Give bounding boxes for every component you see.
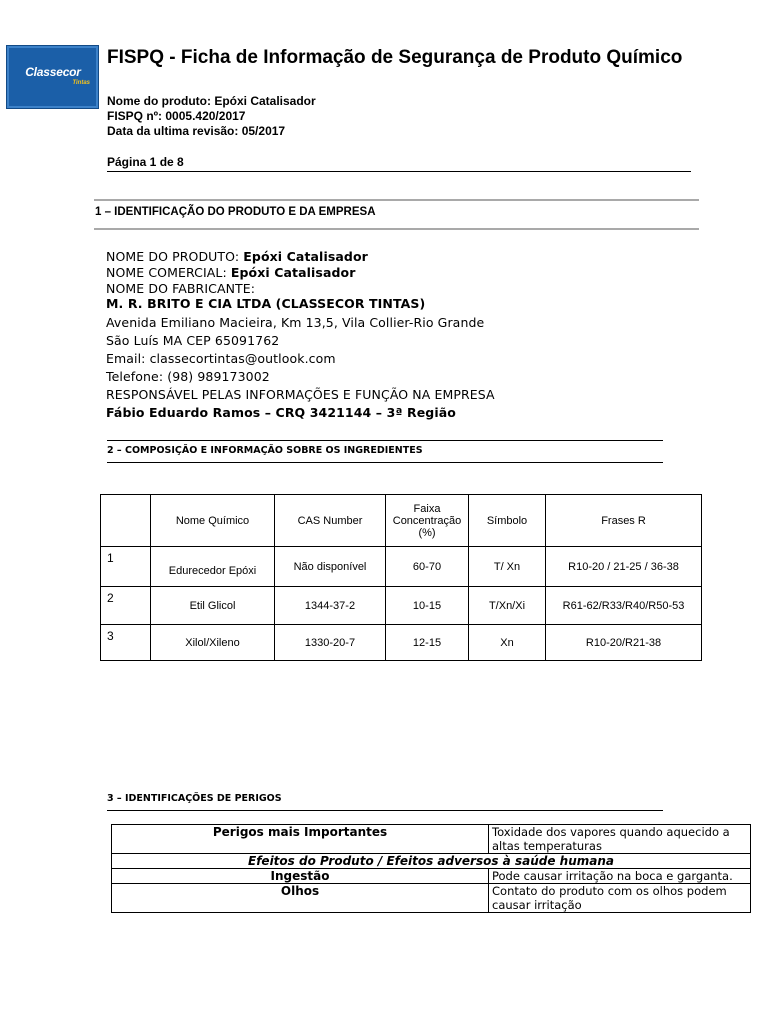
document-title: FISPQ - Ficha de Informação de Segurança de Produto Químico [107, 47, 683, 68]
main-hazards-label: Perigos mais Importantes [112, 825, 489, 854]
section2-title: 2 – COMPOSIÇÃO E INFORMAÇÃO SOBRE OS INGREDIENTES [107, 445, 423, 456]
logo-wordmark: Classecor [25, 65, 81, 79]
section2-top-rule [107, 440, 663, 441]
row-chemical-name: Edurecedor Epóxi [151, 547, 275, 587]
section1-bottom-rule [94, 228, 699, 230]
hazards-table [111, 824, 751, 913]
header-cell-r-phrases: Frases R [546, 495, 702, 547]
section2-bottom-rule [107, 462, 663, 463]
row-cas-number: 1344-37-2 [275, 587, 386, 625]
section1-title: 1 – IDENTIFICAÇÃO DO PRODUTO E DA EMPRESA [95, 206, 376, 218]
row-concentration: 12-15 [386, 625, 469, 661]
product-name-line: Nome do produto: Epóxi Catalisador [107, 94, 316, 108]
product-name-field [106, 249, 368, 264]
header-cell-chemical-name: Nome Químico [151, 495, 275, 547]
eyes-label: Olhos [112, 884, 489, 913]
row-r-phrases: R10-20 / 21-25 / 36-38 [546, 547, 702, 587]
address-line-2: São Luís MA CEP 65091762 [106, 333, 280, 348]
email-line: Email: classecortintas@outlook.com [106, 351, 336, 366]
company-logo [6, 45, 99, 109]
address-line-1: Avenida Emiliano Macieira, Km 13,5, Vila Collier-Rio Grande [106, 315, 485, 330]
header-cell-cas-number: CAS Number [275, 495, 386, 547]
ingestion-value: Pode causar irritação na boca e garganta. [489, 869, 751, 884]
header-cell-symbol: Símbolo [469, 495, 546, 547]
composition-table [100, 494, 702, 661]
row-r-phrases: R10-20/R21-38 [546, 625, 702, 661]
table-row [101, 587, 702, 625]
table-row [101, 547, 702, 587]
table-row [101, 625, 702, 661]
commercial-name-value: Epóxi Catalisador [230, 265, 356, 280]
responsible-label: RESPONSÁVEL PELAS INFORMAÇÕES E FUNÇÃO NA EMPRESA [106, 387, 495, 402]
page-indicator: Página 1 de 8 [107, 155, 184, 169]
logo-subtext: Tintas [72, 80, 90, 86]
header-cell-index [101, 495, 151, 547]
ingestion-label: Ingestão [112, 869, 489, 884]
row-index: 1 [101, 547, 151, 587]
header-cell-concentration: Faixa Concentração (%) [386, 495, 469, 547]
row-r-phrases: R61-62/R33/R40/R50-53 [546, 587, 702, 625]
product-name-label: NOME DO PRODUTO: [106, 249, 244, 264]
header-divider [107, 171, 691, 172]
responsible-person: Fábio Eduardo Ramos – CRQ 3421144 – 3ª Região [106, 405, 456, 420]
hazard-row [112, 854, 751, 869]
fispq-number-line: FISPQ nº: 0005.420/2017 [107, 109, 246, 123]
row-chemical-name: Xilol/Xileno [151, 625, 275, 661]
commercial-name-label: NOME COMERCIAL: [106, 265, 231, 280]
revision-date-line: Data da ultima revisão: 05/2017 [107, 124, 286, 138]
row-cas-number: Não disponível [275, 547, 386, 587]
section1-top-rule [94, 199, 699, 201]
company-name: M. R. BRITO E CIA LTDA (CLASSECOR TINTAS) [106, 296, 426, 311]
phone-line: Telefone: (98) 989173002 [106, 369, 270, 384]
section3-title: 3 – IDENTIFICAÇÕES DE PERIGOS [107, 793, 282, 804]
row-symbol: T/Xn/Xi [469, 587, 546, 625]
manufacturer-label: NOME DO FABRICANTE: [106, 281, 256, 296]
row-cas-number: 1330-20-7 [275, 625, 386, 661]
section3-rule [107, 810, 663, 811]
hazard-row [112, 884, 751, 913]
row-chemical-name: Etil Glicol [151, 587, 275, 625]
main-hazards-value: Toxidade dos vapores quando aquecido a altas temperaturas [489, 825, 751, 854]
row-index: 2 [101, 587, 151, 625]
row-concentration: 60-70 [386, 547, 469, 587]
row-concentration: 10-15 [386, 587, 469, 625]
product-name-value: Epóxi Catalisador [243, 249, 368, 264]
eyes-value: Contato do produto com os olhos podem causar irritação [489, 884, 751, 913]
row-symbol: T/ Xn [469, 547, 546, 587]
health-effects-heading: Efeitos do Produto / Efeitos adversos à saúde humana [112, 854, 751, 869]
row-symbol: Xn [469, 625, 546, 661]
hazard-row [112, 825, 751, 854]
commercial-name-field [106, 265, 356, 280]
table-header-row [101, 495, 702, 547]
hazard-row [112, 869, 751, 884]
row-index: 3 [101, 625, 151, 661]
